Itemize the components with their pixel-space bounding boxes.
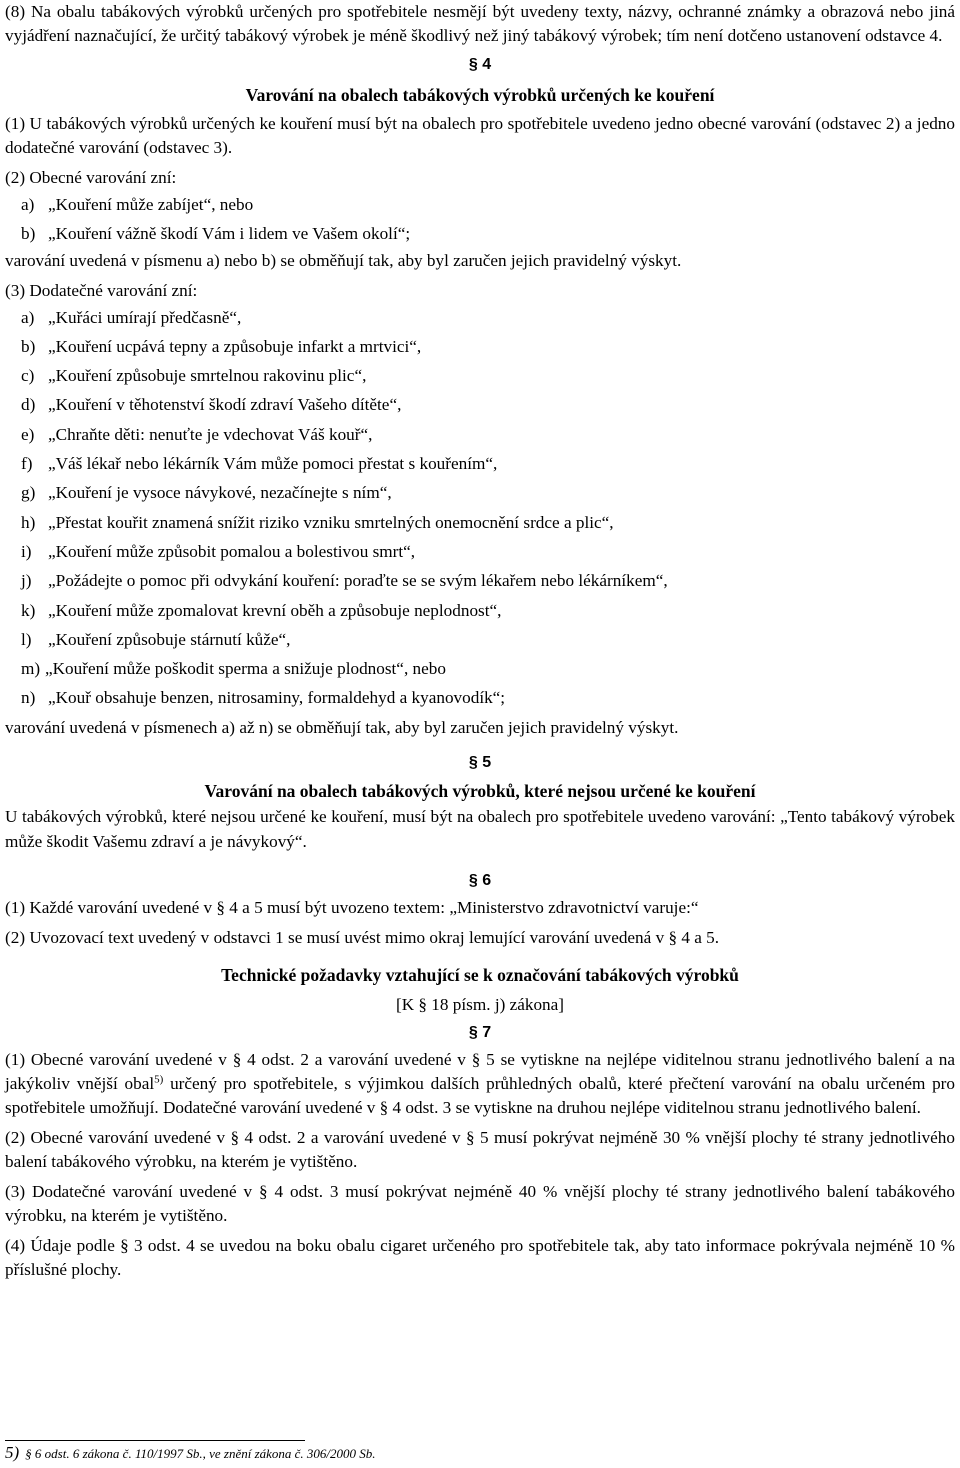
s4-paragraph-3-outro: varování uvedená v písmenech a) až n) se obměňují tak, aby byl zaručen jejich pravidelný výskyt. (5, 717, 679, 737)
list-item-label: k) (21, 600, 36, 620)
footnote-separator (5, 1440, 305, 1441)
footnote-reference: 5) (154, 1073, 164, 1086)
s7-paragraph-4: (4) Údaje podle § 3 odst. 4 se uvedou na boku obalu cigaret určeného pro spotřebitele tak, aby tato informace pokrývala nejméně 10 % příslušné plochy. (5, 1235, 955, 1279)
general-warnings-list (5, 190, 955, 249)
s7-paragraph-1 (5, 1048, 955, 1120)
s7-paragraph-1-text-a: (1) Obecné varování uvedené v § 4 odst. 2 a varování uvedené v § 5 se vytiskne na nejlépe viditelnou stranu jednotlivého balení a na jakýkoliv vnější obal (5, 1049, 955, 1093)
s4-paragraph-3-intro: (3) Dodatečné varování zní: (5, 280, 198, 300)
list-item (5, 449, 955, 478)
list-item-label: n) (21, 688, 36, 708)
list-item (5, 596, 955, 625)
list-item-text: „Kouření je vysoce návykové, nezačínejte s ním“, (48, 483, 392, 503)
list-item-label: l) (21, 629, 32, 649)
list-item-text: „Kouření způsobuje stárnutí kůže“, (48, 629, 291, 649)
list-item-text: „Chraňte děti: nenuťte je vdechovat Váš kouř“, (48, 424, 373, 444)
s4-paragraph-1: (1) U tabákových výrobků určených ke kouření musí být na obalech pro spotřebitele uvedeno jedno obecné varování (odstavec 2) a jedno dodatečné varování (odstavec 3). (5, 114, 955, 157)
list-item-text: „Kouření způsobuje smrtelnou rakovinu plic“, (48, 366, 367, 386)
s6-paragraph-1: (1) Každé varování uvedené v § 4 a 5 musí být uvozeno textem: „Ministerstvo zdravotnictví varuje:“ (5, 897, 699, 917)
list-item (5, 508, 955, 537)
footnote-text: § 6 odst. 6 zákona č. 110/1997 Sb., ve znění zákona č. 306/2000 Sb. (25, 1446, 376, 1461)
list-item-label: c) (21, 366, 35, 386)
s4-paragraph-2-outro: varování uvedená v písmenu a) nebo b) se obměňují tak, aby byl zaručen jejich pravidelný výskyt. (5, 250, 682, 270)
section-5-heading: § 5 (468, 753, 492, 771)
list-item-label: h) (21, 512, 36, 532)
list-item-text: „Kouření v těhotenství škodí zdraví Vašeho dítěte“, (48, 395, 402, 415)
section-5-title: Varování na obalech tabákových výrobků, které nejsou určené ke kouření (204, 780, 756, 801)
list-item (5, 625, 955, 654)
list-item (5, 654, 955, 683)
footnote (5, 1442, 376, 1465)
list-item (5, 566, 955, 595)
list-item-text: „Kouření může zpomalovat krevní oběh a způsobuje neplodnost“, (48, 600, 502, 620)
list-item-label: a) (21, 307, 35, 327)
list-item (5, 332, 955, 361)
list-item-text: „Kouření ucpává tepny a způsobuje infarkt a mrtvici“, (48, 336, 422, 356)
list-item-label: a) (21, 195, 35, 214)
section-7-heading: § 7 (468, 1023, 492, 1041)
list-item-text: „Požádejte o pomoc při odvykání kouření: poraďte se se svým lékařem nebo lékárníkem“, (48, 571, 668, 591)
list-item-text: „Kouření může poškodit sperma a snižuje plodnost“, nebo (45, 659, 446, 679)
s6-paragraph-2: (2) Uvozovací text uvedený v odstavci 1 se musí uvést mimo okraj lemující varování uvedená v § 4 a 5. (5, 927, 720, 947)
list-item-label: i) (21, 541, 32, 561)
section-4-title: Varování na obalech tabákových výrobků určených ke kouření (245, 85, 715, 105)
section-4-heading: § 4 (468, 56, 492, 73)
list-item-label: j) (21, 571, 32, 591)
list-item-label: g) (21, 483, 36, 503)
s7-paragraph-1-text-b: určený pro spotřebitele, s výjimkou dalších průhledných obalů, které přečtení varování na obalu určeném pro spotřebitele umožňují. Dodatečné varování uvedené v § 4 odst. 3 se vytiskne na druhou nejlépe viditelnou stranu jednotlivého balení. (5, 1073, 955, 1117)
technical-requirements-title: Technické požadavky vztahující se k označování tabákových výrobků (221, 964, 739, 985)
legal-reference: [K § 18 písm. j) zákona] (395, 994, 564, 1014)
list-item-text: „Kouření může způsobit pomalou a bolestivou smrt“, (48, 541, 416, 561)
additional-warnings-list (5, 303, 955, 713)
list-item-label: b) (21, 336, 36, 356)
paragraph-8: (8) Na obalu tabákových výrobků určených pro spotřebitele nesmějí být uvedeny texty, názvy, ochranné známky a obrazová nebo jiná vyjádření naznačující, že určitý tabákový výrobek je méně škodlivý než jiný tabákový výrobek; tím není dotčeno ustanovení odstavce 4. (5, 2, 955, 45)
list-item-text: „Váš lékař nebo lékárník Vám může pomoci přestat s kouřením“, (48, 454, 498, 474)
list-item (5, 537, 955, 566)
list-item (5, 390, 955, 419)
list-item (5, 420, 955, 449)
list-item-label: b) (21, 224, 36, 244)
section-6-heading: § 6 (468, 871, 492, 889)
list-item-label: d) (21, 395, 36, 415)
list-item-text: „Kouř obsahuje benzen, nitrosaminy, formaldehyd a kyanovodík“; (48, 688, 506, 708)
list-item-text: „Přestat kouřit znamená snížit riziko vzniku smrtelných onemocnění srdce a plic“, (48, 512, 614, 532)
list-item (5, 303, 955, 332)
list-item-text: „Kuřáci umírají předčasně“, (48, 307, 242, 327)
footnote-number: 5) (5, 1443, 20, 1462)
s4-paragraph-2-intro: (2) Obecné varování zní: (5, 168, 177, 187)
list-item-text: „Kouření může zabíjet“, nebo (48, 195, 254, 214)
s7-paragraph-2: (2) Obecné varování uvedené v § 4 odst. 2 a varování uvedené v § 5 musí pokrývat nejméně 30 % vnější plochy té strany jednotlivého balení tabákového výrobku, na kterém je vytištěno. (5, 1127, 955, 1171)
list-item (5, 683, 955, 712)
list-item-label: f) (21, 454, 33, 474)
s5-paragraph: U tabákových výrobků, které nejsou určené ke kouření, musí být na obalech pro spotřebitele uvedeno varování: „Tento tabákový výrobek může škodit Vašemu zdraví a je návykový“. (5, 806, 955, 851)
document-page (5, 0, 955, 1462)
list-item (5, 361, 955, 390)
list-item (5, 190, 955, 219)
s7-paragraph-3: (3) Dodatečné varování uvedené v § 4 odst. 3 musí pokrývat nejméně 40 % vnější plochy té strany jednotlivého balení tabákového výrobku, na kterém je vytištěno. (5, 1181, 955, 1225)
list-item-label: e) (21, 424, 35, 444)
list-item-label: m) (21, 659, 41, 679)
list-item (5, 219, 955, 248)
list-item-text: „Kouření vážně škodí Vám i lidem ve Vašem okolí“; (48, 224, 411, 244)
list-item (5, 478, 955, 507)
